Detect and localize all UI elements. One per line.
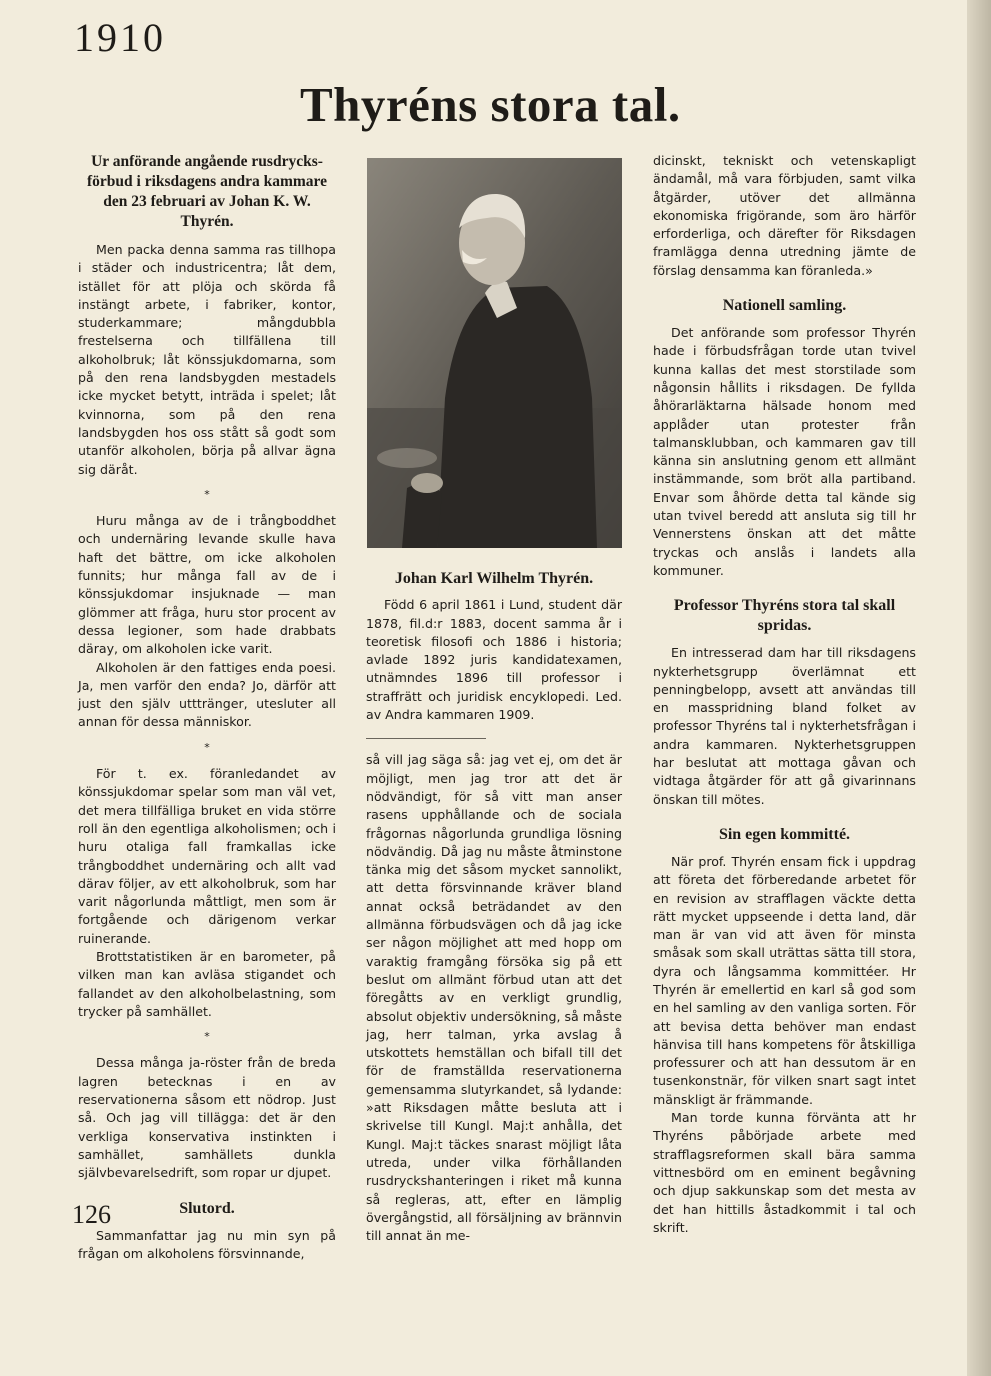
section-star: * bbox=[204, 740, 210, 754]
article-title: Thyréns stora tal. bbox=[300, 77, 681, 132]
section-heading-spridas: Professor Thyréns stora tal skall spridas. bbox=[673, 597, 896, 635]
portrait-illustration bbox=[367, 158, 622, 548]
page-number: 126 bbox=[72, 1200, 111, 1229]
paragraph: Huru många av de i trångboddhet och undernäring levande skulle hava haft det bättre, om icke alkoholen funnits; hur många fall av de i könssjukdomar insjuknade — man glömmer att fråga, huru stor procent av dessa legioner, som hade drabbats däray, om alkoholen icke varit. bbox=[78, 513, 336, 657]
section-heading-nationell-samling: Nationell samling. bbox=[722, 297, 847, 315]
page-year: 1910 bbox=[74, 15, 166, 60]
paragraph: Man torde kunna förvänta att hr Thyréns påbörjade arbete med strafflagsreformen skall bära samma vittnesbörd om en eminent begåvning och djup sakkunskap som det mesta av det han hittills åstadkommit i tal och skrift. bbox=[653, 1110, 916, 1235]
article-intro: Ur anförande angående rusdrycksförbud i riksdagens andra kammare den 23 februari av Johan K. W. Thyrén. bbox=[87, 153, 327, 230]
biography-text: Född 6 april 1861 i Lund, student där 1878, fil.d:r 1883, docent samma år i teoretisk filosofi och 1886 i historia; avlade 1892 juris kandidatexamen, utnämndes 1896 till professor i straffrätt och juridisk encyklopedi. Led. av Andra kammaren 1909. bbox=[366, 597, 622, 723]
biography bbox=[366, 596, 622, 724]
paragraph: så vill jag säga så: jag vet ej, om det är möjligt, men jag tror att det är nödvändigt, för så vitt man anser rasens upphållande och de sociala frågornas någorlunda grundliga lösning nödvändig. Då jag nu måste åtminstone tänka mig det såsom mycket sannolikt, att detta försvinnande kräver bland annat också beträdandet av den allmänna förbudsvägen och då jag icke ser någon möjlighet att med hopp om varaktig framgång försöka sig på ett beslut om allmänt förbud utan att det föregåtts av en verkligt grundlig, absolut objektiv undersökning, så måste jag, herr talman, yrka avslag å utskottets hemställan och bifall till det för de framställda reservationerna gemensamma slutyrkandet, så lydande: »att Riksdagen måtte besluta att i skrivelse till Kungl. Maj:t anhålla, det Kungl. Maj:t täckes snarast möjligt låta utreda, under vilka förhållanden rusdryckshanteringen i riket må kunna så regleras, att, efter en lämplig övergångstid, all försäljning av brännvin till annat än me- bbox=[366, 752, 622, 1244]
portrait-photo bbox=[367, 158, 622, 548]
column-middle bbox=[366, 570, 622, 1245]
section-star: * bbox=[204, 1030, 210, 1044]
section-star: * bbox=[204, 487, 210, 501]
column-right bbox=[653, 152, 916, 1237]
paragraph: Dessa många ja-röster från de breda lagren betecknas i en av reservationerna såsom ett nödrop. Just så. Och jag vill tillägga: det är den verkliga konservativa instinkten i samhället, samhällets dunkla självbevarelsedrift, som ropar ur djupet. bbox=[78, 1055, 336, 1181]
paragraph: Det anförande som professor Thyrén hade i förbudsfrågan torde utan tvivel kunna kallas det mest storstilade som någonsin hållits i riksdagen. De fyllda åhörarläktarna hälsade honom med applåder utan protester från talmansklubban, och kammaren gav till känna sin anslutning genom ett allmänt instämmande, som bröt alla partiband. Envar som åhörde detta tal kände sig utan tvivel beredd att ansluta sig till hr Vennerstens önskan att det måtte tryckas och anslås i landets alla kommuner. bbox=[653, 325, 916, 578]
paragraph: När prof. Thyrén ensam fick i uppdrag att företa det förberedande arbetet för en revision av strafflagen väckte detta rätt mycket uppseende i detta land, där man är van vid att även för minsta småsak som skall uträttas sätta till stora, dyra och långsamma kommittéer. Hr Thyrén är emellertid en karl så god som en hel samling av den vanliga sorten. För att bevisa detta behöver man endast hänvisa till hans kompetens för åtskilliga professurer och att han dessutom är en tusenkonstnär, för vilken snart sagt intet mänskligt är främmande. bbox=[653, 853, 916, 1107]
photo-caption: Johan Karl Wilhelm Thyrén. bbox=[394, 570, 594, 587]
column-left bbox=[78, 152, 336, 1263]
paragraph: En intresserad dam har till riksdagens nykterhetsgrupp överlämnat ett penningbelopp, avsett att användas till en masspridning bland folket av professor Thyréns tal i nykterhetsfrågan i andra kammaren. Nykterhetsgruppen har beslutat att mottaga gåvan och vidtaga åtgärder för att gå givarinnans önskan till mötes. bbox=[653, 645, 916, 807]
paragraph: Alkoholen är den fattiges enda poesi. Ja, men varför den enda? Jo, därför att just den själv utttränger, utesluter all annan för dessa människor. bbox=[78, 659, 336, 730]
paragraph: dicinskt, tekniskt och vetenskapligt ändamål, må vara förbjuden, samt vilka åtgärder, utöver det allmänna ekonomiska frigörande, som äro härför erforderliga, och därefter för Riksdagen framlägga denna utredning jämte de förslag densamma kan föranleda.» bbox=[653, 153, 916, 278]
paragraph: För t. ex. föranledandet av könssjukdomar spelar som man väl vet, det mera tillfälliga bruket en vida större roll än den egentliga alkoholismen; och i huru otaliga fall framkallas icke trångboddhet undernäring och allt vad därav följer, av ett alkoholbruk, som har varit någorlunda måttligt, men som är fortgående och därigenom verkar ruinerande. bbox=[78, 766, 336, 946]
paragraph: Sammanfattar jag nu min syn på frågan om alkoholens försvinnande, bbox=[78, 1227, 336, 1261]
paragraph: Men packa denna samma ras tillhopa i städer och industricentra; låt dem, istället för att plöja och skörda få instängt arbete, i fabriker, kontor, studerkammare; mångdubbla frestelserna och tillfällena till alkoholbruk; låt könssjukdomarna, som på den rena landsbygden mestadels icke mycket betytt, inträda i spelet; låt kvinnorna, som på den rena landsbygden hos oss stått så godt som utanför alkoholen, börja på allvar ägna sig däråt. bbox=[78, 242, 336, 477]
section-heading-kommitte: Sin egen kommitté. bbox=[718, 825, 851, 843]
section-heading-slutord: Slutord. bbox=[179, 1199, 235, 1217]
paragraph: Brottstatistiken är en barometer, på vilken man kan avläsa stigandet och fallandet av den alkoholbelastning, som trycker på samhället. bbox=[78, 948, 336, 1019]
page-gutter-shadow bbox=[967, 0, 991, 1376]
divider bbox=[366, 738, 486, 739]
